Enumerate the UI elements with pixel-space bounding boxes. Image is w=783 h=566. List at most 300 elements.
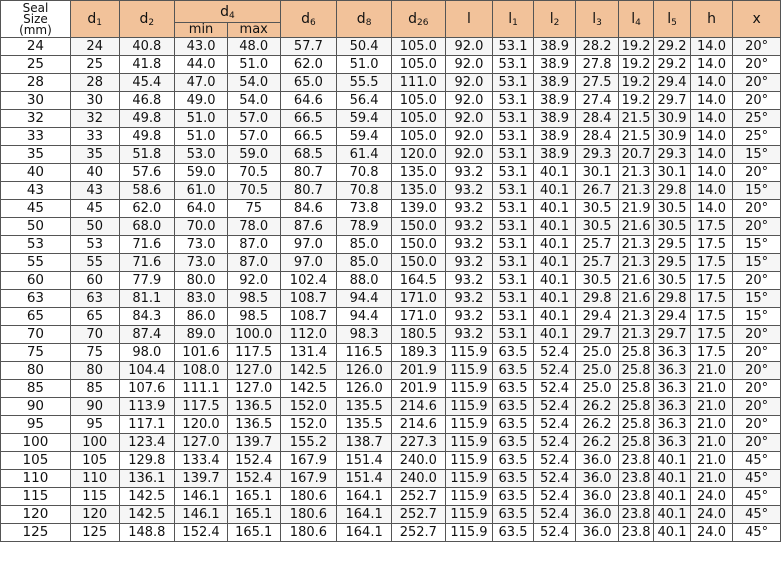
cell-x: 20° [733, 362, 781, 380]
cell-h: 17.5 [690, 344, 733, 362]
cell-d4-min: 133.4 [175, 452, 228, 470]
cell-d26: 252.7 [391, 506, 445, 524]
cell-d8: 135.5 [337, 398, 392, 416]
cell-seal-size: 33 [1, 128, 71, 146]
cell-d2: 40.8 [119, 38, 175, 56]
cell-h: 14.0 [690, 92, 733, 110]
cell-d8: 151.4 [337, 470, 392, 488]
cell-x: 20° [733, 416, 781, 434]
cell-d6: 180.6 [280, 506, 337, 524]
cell-x: 25° [733, 128, 781, 146]
cell-l: 115.9 [445, 524, 493, 542]
cell-d1: 35 [70, 146, 119, 164]
cell-d6: 62.0 [280, 56, 337, 74]
cell-h: 21.0 [690, 434, 733, 452]
cell-d26: 189.3 [391, 344, 445, 362]
cell-d6: 167.9 [280, 452, 337, 470]
cell-l5: 36.3 [654, 344, 690, 362]
cell-h: 14.0 [690, 146, 733, 164]
cell-d4-min: 49.0 [175, 92, 228, 110]
cell-d1: 63 [70, 290, 119, 308]
cell-l: 92.0 [445, 146, 493, 164]
cell-x: 15° [733, 290, 781, 308]
cell-l4: 21.5 [618, 128, 653, 146]
cell-d8: 85.0 [337, 254, 392, 272]
cell-d6: 131.4 [280, 344, 337, 362]
cell-x: 20° [733, 92, 781, 110]
cell-h: 21.0 [690, 416, 733, 434]
cell-seal-size: 85 [1, 380, 71, 398]
table-row [1, 290, 781, 308]
cell-d26: 252.7 [391, 488, 445, 506]
cell-d6: 108.7 [280, 308, 337, 326]
cell-l1: 53.1 [493, 254, 534, 272]
cell-d2: 142.5 [119, 488, 175, 506]
cell-h: 24.0 [690, 524, 733, 542]
cell-d4-max: 57.0 [227, 128, 280, 146]
cell-d4-max: 165.1 [227, 488, 280, 506]
cell-d26: 171.0 [391, 290, 445, 308]
cell-d4-max: 70.5 [227, 182, 280, 200]
cell-l1: 53.1 [493, 110, 534, 128]
cell-l2: 38.9 [533, 74, 576, 92]
header-d4-min: min [175, 23, 228, 38]
cell-d1: 55 [70, 254, 119, 272]
cell-d4-min: 70.0 [175, 218, 228, 236]
cell-l5: 40.1 [654, 524, 690, 542]
header-d6: $d_6$ [280, 1, 337, 38]
cell-d8: 85.0 [337, 236, 392, 254]
cell-l4: 25.8 [618, 416, 653, 434]
cell-l3: 29.4 [576, 308, 619, 326]
cell-l3: 27.8 [576, 56, 619, 74]
cell-x: 45° [733, 452, 781, 470]
cell-l5: 40.1 [654, 470, 690, 488]
cell-l3: 30.5 [576, 218, 619, 236]
cell-d6: 180.6 [280, 524, 337, 542]
cell-l3: 28.2 [576, 38, 619, 56]
cell-l3: 36.0 [576, 524, 619, 542]
cell-l3: 25.7 [576, 236, 619, 254]
cell-d8: 61.4 [337, 146, 392, 164]
cell-d2: 107.6 [119, 380, 175, 398]
cell-seal-size: 32 [1, 110, 71, 128]
cell-l1: 63.5 [493, 506, 534, 524]
cell-d4-max: 136.5 [227, 416, 280, 434]
cell-h: 14.0 [690, 128, 733, 146]
cell-d2: 87.4 [119, 326, 175, 344]
cell-l4: 21.6 [618, 290, 653, 308]
cell-seal-size: 75 [1, 344, 71, 362]
table-row [1, 434, 781, 452]
cell-d6: 57.7 [280, 38, 337, 56]
cell-x: 20° [733, 218, 781, 236]
cell-d1: 110 [70, 470, 119, 488]
cell-l5: 30.5 [654, 272, 690, 290]
cell-d8: 55.5 [337, 74, 392, 92]
cell-d4-min: 108.0 [175, 362, 228, 380]
cell-d8: 70.8 [337, 164, 392, 182]
cell-l5: 29.3 [654, 146, 690, 164]
cell-x: 45° [733, 470, 781, 488]
cell-seal-size: 95 [1, 416, 71, 434]
cell-l2: 52.4 [533, 488, 576, 506]
cell-d2: 84.3 [119, 308, 175, 326]
cell-l: 115.9 [445, 380, 493, 398]
cell-d4-max: 75 [227, 200, 280, 218]
cell-d6: 66.5 [280, 128, 337, 146]
cell-d4-max: 54.0 [227, 92, 280, 110]
cell-l4: 21.3 [618, 182, 653, 200]
cell-d1: 25 [70, 56, 119, 74]
cell-d2: 46.8 [119, 92, 175, 110]
cell-d1: 60 [70, 272, 119, 290]
cell-l4: 23.8 [618, 452, 653, 470]
cell-x: 15° [733, 182, 781, 200]
cell-h: 24.0 [690, 488, 733, 506]
cell-d2: 68.0 [119, 218, 175, 236]
cell-l2: 52.4 [533, 524, 576, 542]
cell-d2: 49.8 [119, 128, 175, 146]
cell-d8: 135.5 [337, 416, 392, 434]
cell-x: 20° [733, 56, 781, 74]
cell-l: 92.0 [445, 110, 493, 128]
cell-l5: 29.8 [654, 290, 690, 308]
cell-l: 115.9 [445, 416, 493, 434]
cell-x: 20° [733, 326, 781, 344]
cell-l1: 53.1 [493, 38, 534, 56]
cell-l2: 52.4 [533, 416, 576, 434]
cell-d1: 28 [70, 74, 119, 92]
cell-seal-size: 25 [1, 56, 71, 74]
header-l1: $l_1$ [493, 1, 534, 38]
cell-d4-min: 152.4 [175, 524, 228, 542]
table-row [1, 164, 781, 182]
header-d4: $d_4$ [175, 1, 280, 23]
cell-l4: 25.8 [618, 398, 653, 416]
cell-d6: 65.0 [280, 74, 337, 92]
cell-l: 115.9 [445, 362, 493, 380]
cell-l2: 38.9 [533, 56, 576, 74]
cell-l1: 53.1 [493, 272, 534, 290]
cell-d6: 167.9 [280, 470, 337, 488]
cell-l5: 30.5 [654, 200, 690, 218]
cell-d2: 148.8 [119, 524, 175, 542]
cell-d4-max: 139.7 [227, 434, 280, 452]
cell-l3: 29.8 [576, 290, 619, 308]
cell-d1: 105 [70, 452, 119, 470]
cell-l3: 25.7 [576, 254, 619, 272]
cell-d8: 56.4 [337, 92, 392, 110]
cell-d4-max: 57.0 [227, 110, 280, 128]
cell-h: 14.0 [690, 200, 733, 218]
cell-l5: 30.1 [654, 164, 690, 182]
cell-x: 20° [733, 344, 781, 362]
cell-d4-min: 64.0 [175, 200, 228, 218]
cell-l2: 38.9 [533, 128, 576, 146]
cell-d4-max: 127.0 [227, 362, 280, 380]
cell-l4: 21.3 [618, 236, 653, 254]
cell-d26: 252.7 [391, 524, 445, 542]
cell-d8: 98.3 [337, 326, 392, 344]
cell-d6: 108.7 [280, 290, 337, 308]
cell-l5: 40.1 [654, 452, 690, 470]
cell-d8: 164.1 [337, 524, 392, 542]
cell-l3: 27.5 [576, 74, 619, 92]
cell-d8: 116.5 [337, 344, 392, 362]
table-row [1, 182, 781, 200]
cell-d2: 71.6 [119, 236, 175, 254]
cell-seal-size: 50 [1, 218, 71, 236]
header-d4-max: max [227, 23, 280, 38]
cell-d4-max: 59.0 [227, 146, 280, 164]
cell-l4: 23.8 [618, 506, 653, 524]
cell-x: 15° [733, 146, 781, 164]
cell-d1: 100 [70, 434, 119, 452]
cell-d4-min: 47.0 [175, 74, 228, 92]
cell-l1: 53.1 [493, 128, 534, 146]
cell-d1: 24 [70, 38, 119, 56]
cell-l5: 30.9 [654, 110, 690, 128]
cell-h: 17.5 [690, 236, 733, 254]
table-row [1, 272, 781, 290]
cell-d4-min: 89.0 [175, 326, 228, 344]
table-row [1, 452, 781, 470]
cell-h: 17.5 [690, 254, 733, 272]
cell-l2: 52.4 [533, 506, 576, 524]
table-row [1, 380, 781, 398]
cell-x: 15° [733, 254, 781, 272]
cell-l3: 26.7 [576, 182, 619, 200]
cell-l4: 23.8 [618, 470, 653, 488]
cell-l5: 36.3 [654, 362, 690, 380]
cell-l: 115.9 [445, 506, 493, 524]
cell-d1: 85 [70, 380, 119, 398]
table-row [1, 488, 781, 506]
cell-d6: 87.6 [280, 218, 337, 236]
cell-seal-size: 105 [1, 452, 71, 470]
cell-seal-size: 28 [1, 74, 71, 92]
table-row [1, 92, 781, 110]
cell-l2: 40.1 [533, 272, 576, 290]
cell-l1: 63.5 [493, 524, 534, 542]
cell-h: 17.5 [690, 308, 733, 326]
cell-d26: 135.0 [391, 182, 445, 200]
cell-d4-min: 146.1 [175, 506, 228, 524]
cell-l1: 53.1 [493, 200, 534, 218]
table-row [1, 236, 781, 254]
cell-l4: 21.6 [618, 218, 653, 236]
cell-d4-min: 53.0 [175, 146, 228, 164]
cell-d2: 98.0 [119, 344, 175, 362]
cell-d1: 70 [70, 326, 119, 344]
cell-l: 92.0 [445, 92, 493, 110]
cell-l: 93.2 [445, 164, 493, 182]
table-row [1, 146, 781, 164]
cell-l: 92.0 [445, 56, 493, 74]
cell-l2: 52.4 [533, 470, 576, 488]
cell-l2: 40.1 [533, 200, 576, 218]
table-row [1, 254, 781, 272]
cell-l3: 28.4 [576, 110, 619, 128]
cell-d1: 40 [70, 164, 119, 182]
cell-d26: 214.6 [391, 416, 445, 434]
cell-l2: 40.1 [533, 236, 576, 254]
cell-seal-size: 60 [1, 272, 71, 290]
cell-l5: 40.1 [654, 506, 690, 524]
cell-d4-max: 98.5 [227, 308, 280, 326]
cell-seal-size: 30 [1, 92, 71, 110]
cell-d26: 120.0 [391, 146, 445, 164]
cell-l4: 21.9 [618, 200, 653, 218]
header-d1: $d_1$ [70, 1, 119, 38]
cell-d4-max: 165.1 [227, 506, 280, 524]
cell-d4-max: 48.0 [227, 38, 280, 56]
cell-d6: 155.2 [280, 434, 337, 452]
cell-seal-size: 125 [1, 524, 71, 542]
cell-d4-min: 139.7 [175, 470, 228, 488]
cell-l1: 53.1 [493, 164, 534, 182]
cell-x: 20° [733, 434, 781, 452]
cell-seal-size: 65 [1, 308, 71, 326]
cell-h: 17.5 [690, 218, 733, 236]
cell-d4-max: 78.0 [227, 218, 280, 236]
table-header [1, 1, 781, 38]
cell-d6: 152.0 [280, 398, 337, 416]
cell-l4: 21.3 [618, 308, 653, 326]
cell-d1: 115 [70, 488, 119, 506]
cell-l5: 36.3 [654, 434, 690, 452]
cell-seal-size: 100 [1, 434, 71, 452]
cell-d6: 80.7 [280, 164, 337, 182]
cell-d6: 80.7 [280, 182, 337, 200]
cell-l4: 21.6 [618, 272, 653, 290]
cell-l2: 52.4 [533, 398, 576, 416]
cell-l1: 53.1 [493, 218, 534, 236]
cell-l: 93.2 [445, 218, 493, 236]
cell-l5: 36.3 [654, 380, 690, 398]
cell-d4-max: 98.5 [227, 290, 280, 308]
cell-d2: 81.1 [119, 290, 175, 308]
cell-l: 115.9 [445, 488, 493, 506]
cell-d1: 75 [70, 344, 119, 362]
cell-l1: 53.1 [493, 74, 534, 92]
cell-seal-size: 35 [1, 146, 71, 164]
header-d26: $d_{26}$ [391, 1, 445, 38]
cell-x: 20° [733, 164, 781, 182]
cell-l4: 21.3 [618, 254, 653, 272]
cell-l4: 19.2 [618, 92, 653, 110]
cell-l: 92.0 [445, 38, 493, 56]
cell-d26: 135.0 [391, 164, 445, 182]
cell-l4: 25.8 [618, 344, 653, 362]
cell-l1: 63.5 [493, 452, 534, 470]
cell-l4: 21.3 [618, 164, 653, 182]
cell-h: 14.0 [690, 182, 733, 200]
cell-d2: 113.9 [119, 398, 175, 416]
cell-h: 21.0 [690, 452, 733, 470]
header-l2: $l_2$ [533, 1, 576, 38]
cell-l3: 29.3 [576, 146, 619, 164]
table-row [1, 362, 781, 380]
cell-d2: 129.8 [119, 452, 175, 470]
cell-l1: 53.1 [493, 182, 534, 200]
cell-d2: 41.8 [119, 56, 175, 74]
cell-l1: 53.1 [493, 326, 534, 344]
cell-d2: 45.4 [119, 74, 175, 92]
cell-d4-max: 87.0 [227, 254, 280, 272]
cell-l: 93.2 [445, 308, 493, 326]
cell-l3: 30.1 [576, 164, 619, 182]
cell-d26: 150.0 [391, 254, 445, 272]
cell-l1: 63.5 [493, 344, 534, 362]
cell-l: 92.0 [445, 128, 493, 146]
cell-h: 17.5 [690, 290, 733, 308]
cell-l4: 23.8 [618, 524, 653, 542]
header-seal-size [1, 1, 71, 38]
cell-d1: 43 [70, 182, 119, 200]
cell-d6: 142.5 [280, 380, 337, 398]
cell-d8: 164.1 [337, 488, 392, 506]
cell-seal-size: 70 [1, 326, 71, 344]
cell-d4-max: 152.4 [227, 470, 280, 488]
cell-x: 45° [733, 524, 781, 542]
cell-d4-min: 120.0 [175, 416, 228, 434]
cell-d1: 30 [70, 92, 119, 110]
header-seal-line-2: Size [23, 11, 48, 26]
cell-l4: 20.7 [618, 146, 653, 164]
cell-x: 45° [733, 488, 781, 506]
cell-d4-max: 152.4 [227, 452, 280, 470]
cell-x: 20° [733, 200, 781, 218]
cell-d6: 84.6 [280, 200, 337, 218]
cell-l2: 40.1 [533, 164, 576, 182]
cell-d4-min: 117.5 [175, 398, 228, 416]
cell-l2: 40.1 [533, 218, 576, 236]
cell-d8: 59.4 [337, 128, 392, 146]
cell-d4-max: 54.0 [227, 74, 280, 92]
cell-d6: 112.0 [280, 326, 337, 344]
cell-l2: 38.9 [533, 110, 576, 128]
cell-d8: 88.0 [337, 272, 392, 290]
cell-l4: 25.8 [618, 380, 653, 398]
cell-d8: 126.0 [337, 362, 392, 380]
cell-l4: 19.2 [618, 38, 653, 56]
cell-l3: 29.7 [576, 326, 619, 344]
cell-l2: 40.1 [533, 182, 576, 200]
cell-d2: 104.4 [119, 362, 175, 380]
table-row [1, 326, 781, 344]
cell-d26: 214.6 [391, 398, 445, 416]
header-seal-line-3: (mm) [19, 22, 52, 37]
cell-l2: 52.4 [533, 380, 576, 398]
cell-seal-size: 115 [1, 488, 71, 506]
cell-l: 93.2 [445, 272, 493, 290]
cell-d6: 97.0 [280, 254, 337, 272]
cell-d8: 51.0 [337, 56, 392, 74]
cell-l: 93.2 [445, 290, 493, 308]
cell-l5: 29.4 [654, 308, 690, 326]
cell-d6: 64.6 [280, 92, 337, 110]
cell-d6: 68.5 [280, 146, 337, 164]
cell-l: 115.9 [445, 434, 493, 452]
cell-d6: 180.6 [280, 488, 337, 506]
cell-d2: 136.1 [119, 470, 175, 488]
cell-l2: 52.4 [533, 434, 576, 452]
cell-h: 21.0 [690, 380, 733, 398]
cell-d8: 78.9 [337, 218, 392, 236]
cell-d2: 77.9 [119, 272, 175, 290]
